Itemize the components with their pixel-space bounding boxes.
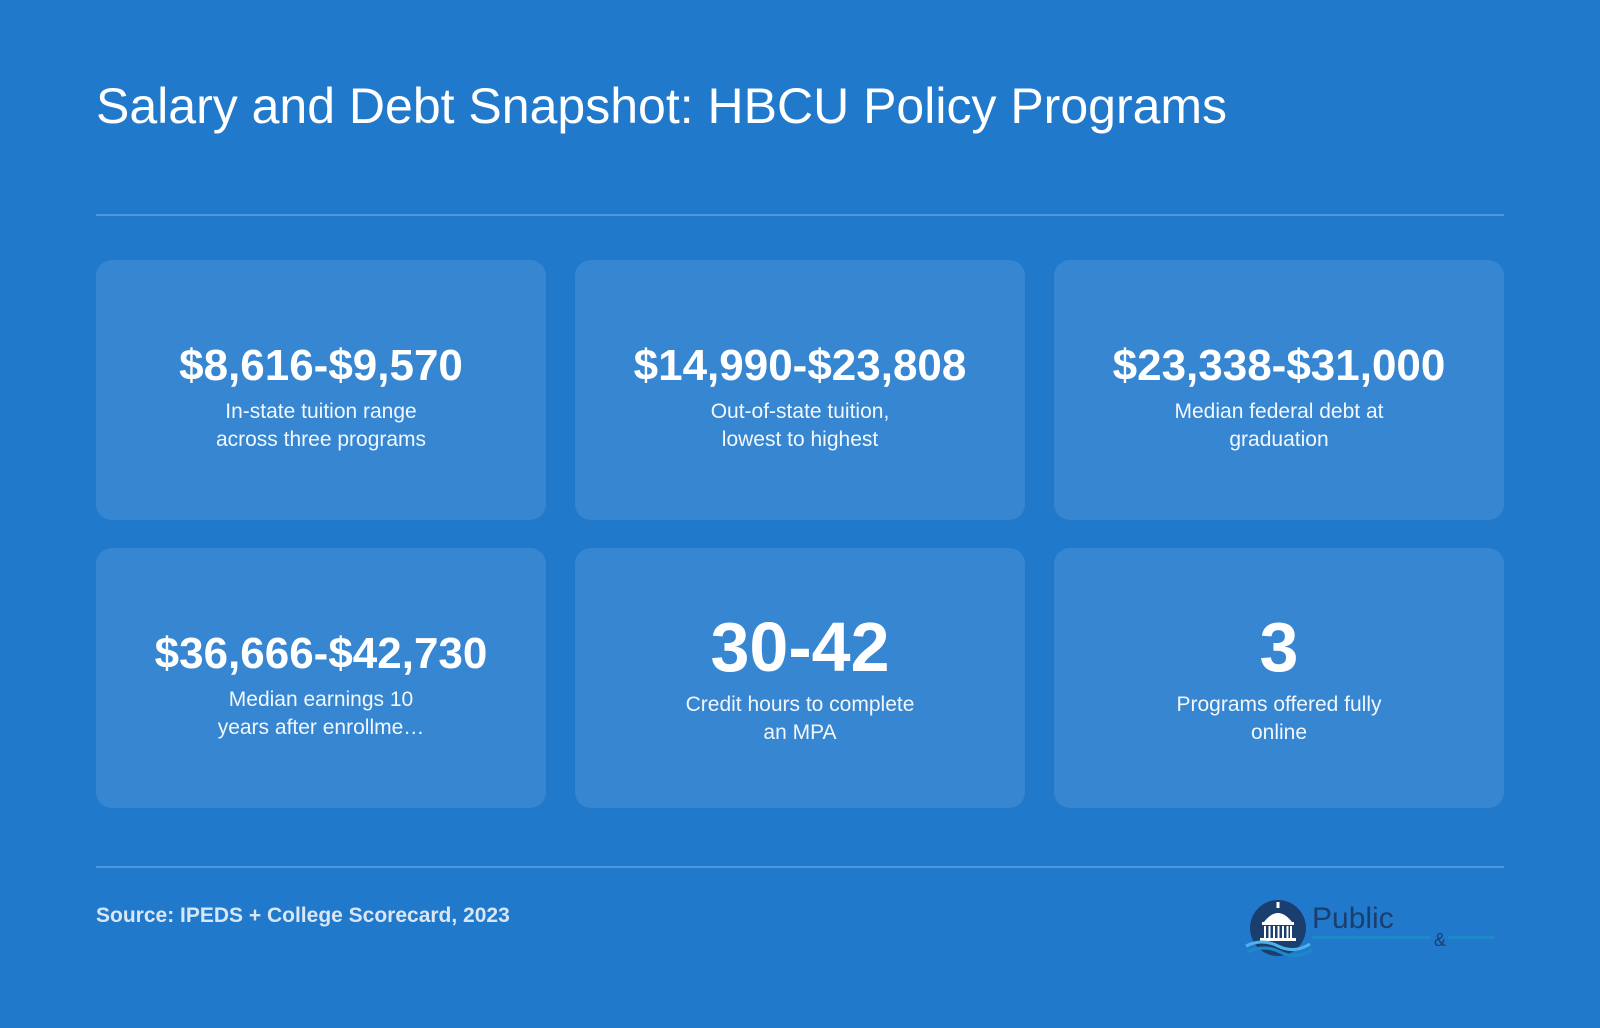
logo <box>1244 896 1504 960</box>
stat-card-in-state-tuition <box>96 260 546 520</box>
stat-card-federal-debt <box>1054 260 1504 520</box>
stat-card-median-earnings <box>96 548 546 808</box>
capitol-dome-icon <box>1246 900 1312 956</box>
stat-value: $8,616-$9,570 <box>179 341 463 390</box>
logo-graphic <box>1244 896 1504 960</box>
stat-label: In-state tuition range across three programs <box>215 400 427 451</box>
logo-accent-bar-2 <box>1448 936 1494 939</box>
stat-value: $23,338-$31,000 <box>1112 341 1446 390</box>
stat-card-out-of-state-tuition <box>575 260 1025 520</box>
stat-value: 30-42 <box>710 608 890 686</box>
stats-grid <box>96 260 1504 808</box>
stat-label: Programs offered fully online <box>1176 693 1382 744</box>
stat-value: $36,666-$42,730 <box>154 629 488 678</box>
snapshot-page <box>96 0 1504 1028</box>
bottom-divider <box>96 866 1504 868</box>
stat-value: $14,990-$23,808 <box>633 341 967 390</box>
logo-wordmark: Public <box>1312 902 1394 935</box>
source-note: Source: IPEDS + College Scorecard, 2023 <box>96 904 510 927</box>
stat-card-online-programs <box>1054 548 1504 808</box>
stat-value: 3 <box>1259 608 1299 686</box>
stat-label: Credit hours to complete an MPA <box>685 693 915 744</box>
page-title: Salary and Debt Snapshot: HBCU Policy Programs <box>96 78 1228 134</box>
stat-label: Median earnings 10 years after enrollme… <box>217 688 425 739</box>
logo-accent-bar <box>1312 936 1430 939</box>
logo-ampersand: & <box>1434 930 1447 950</box>
stat-label: Out-of-state tuition, lowest to highest <box>710 400 890 451</box>
top-divider <box>96 214 1504 216</box>
stat-card-credit-hours <box>575 548 1025 808</box>
stat-label: Median federal debt at graduation <box>1174 400 1384 451</box>
